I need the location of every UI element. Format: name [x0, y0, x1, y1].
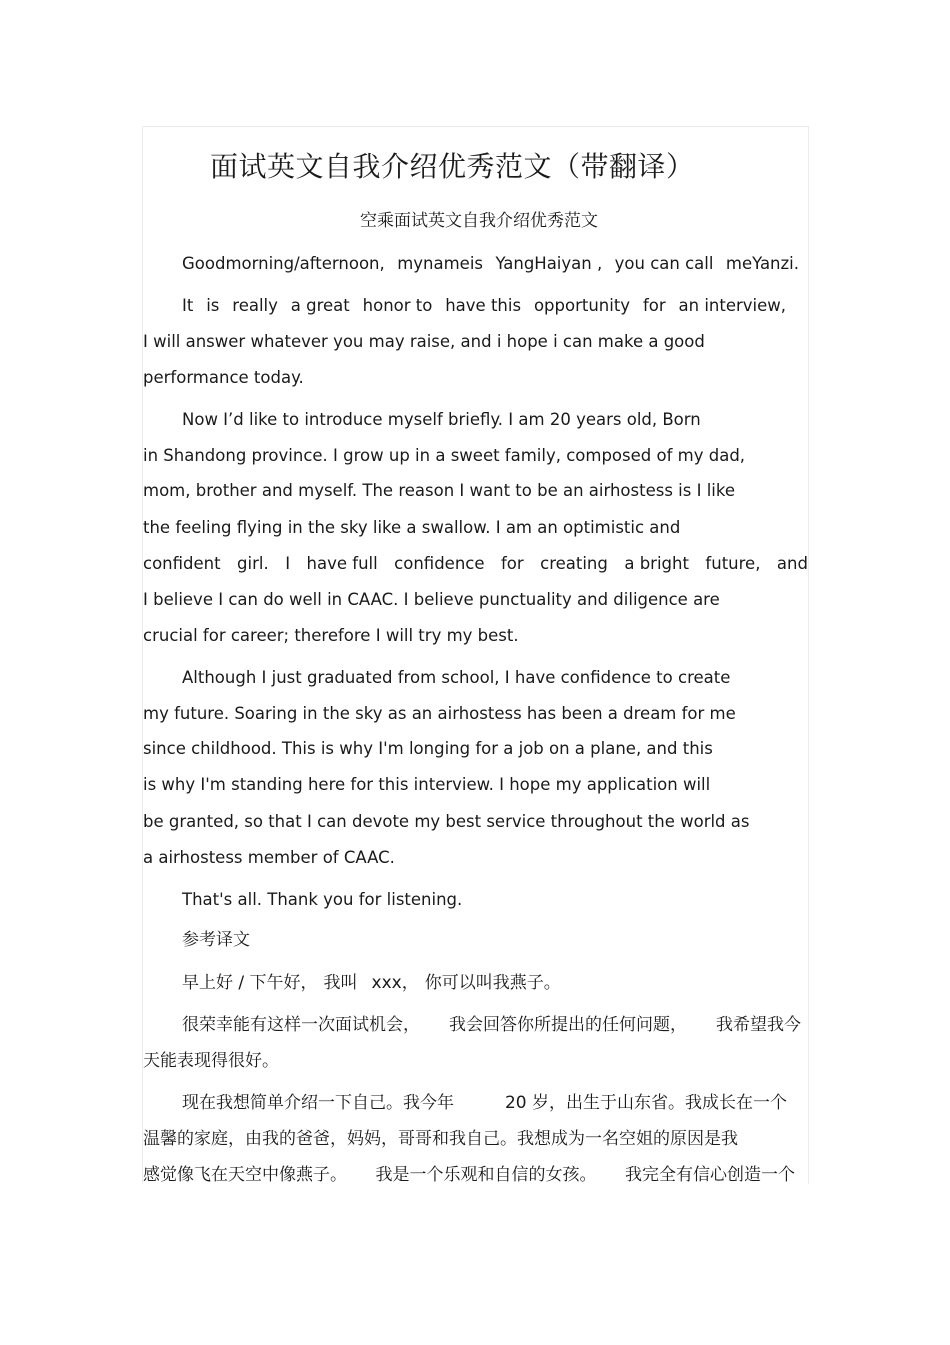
paragraph-line: in Shandong province. I grow up in a sweet family, composed of my dad, — [143, 446, 746, 465]
paragraph-line: the feeling flying in the sky like a swallow. I am an optimistic and — [143, 518, 681, 537]
zh-paragraph-line — [143, 1163, 795, 1187]
paragraph-line: since childhood. This is why I'm longing for a job on a plane, and this — [143, 739, 713, 758]
text-fragment: I — [285, 554, 291, 573]
text-fragment: opportunity — [533, 296, 631, 315]
zh-paragraph-line — [182, 1013, 801, 1037]
text-fragment: 现在我想简单介绍一下自己。我今年 — [182, 1093, 454, 1113]
paragraph-line: mom, brother and myself. The reason I want to be an airhostess is I like — [143, 481, 735, 500]
translation-heading: 参考译文 — [182, 930, 250, 950]
text-fragment: for — [642, 296, 666, 315]
text-fragment: mynameis — [397, 254, 483, 273]
text-fragment: Goodmorning/afternoon, — [182, 254, 385, 273]
text-fragment: 我希望我今 — [716, 1015, 801, 1035]
text-fragment: 感觉像飞在天空中像燕子。 — [143, 1165, 347, 1185]
paragraph-line: is why I'm standing here for this interview. I hope my application will — [143, 775, 711, 794]
document-title: 面试英文自我介绍优秀范文（带翻译） — [210, 150, 695, 183]
closing-line: That's all. Thank you for listening. — [182, 890, 463, 909]
text-fragment: future, — [705, 554, 761, 573]
text-fragment: you can call — [614, 254, 714, 273]
paragraph-line: Although I just graduated from school, I have confidence to create — [182, 668, 731, 687]
zh-paragraph-line — [182, 1091, 787, 1115]
text-fragment: 你可以叫我燕子。 — [424, 973, 561, 993]
text-fragment: have full — [306, 554, 378, 573]
paragraph-line: performance today. — [143, 368, 304, 387]
text-fragment: girl. — [237, 554, 269, 573]
greeting-line — [182, 252, 799, 276]
text-fragment: 20 岁，出生于山东省。我成长在一个 — [504, 1093, 787, 1113]
text-fragment: 我会回答你所提出的任何问题， — [449, 1015, 687, 1035]
text-fragment: YangHaiyan , — [495, 254, 603, 273]
paragraph-line: Now I’d like to introduce myself briefly. I am 20 years old, Born — [182, 410, 701, 429]
text-fragment: honor to — [362, 296, 433, 315]
zh-greeting-line — [182, 971, 561, 995]
text-fragment: 很荣幸能有这样一次面试机会， — [182, 1015, 420, 1035]
text-fragment: have this — [445, 296, 522, 315]
text-fragment: a great — [290, 296, 350, 315]
paragraph-line: I believe I can do well in CAAC. I believe punctuality and diligence are — [143, 590, 720, 609]
text-fragment: 我是一个乐观和自信的女孩。 — [375, 1165, 597, 1185]
text-fragment: xxx， — [371, 973, 419, 993]
text-fragment: 早上好 / 下午好， — [182, 973, 318, 993]
paragraph-line: my future. Soaring in the sky as an airhostess has been a dream for me — [143, 704, 736, 723]
paragraph-line: crucial for career; therefore I will try my best. — [143, 626, 519, 645]
text-fragment: an interview, — [678, 296, 786, 315]
text-fragment: creating — [540, 554, 608, 573]
text-fragment: for — [500, 554, 524, 573]
text-fragment: 我完全有信心创造一个 — [625, 1165, 795, 1185]
text-fragment: confident — [143, 554, 221, 573]
zh-paragraph-line: 温馨的家庭，由我的爸爸，妈妈，哥哥和我自己。我想成为一名空姐的原因是我 — [143, 1129, 738, 1149]
text-fragment: confidence — [394, 554, 485, 573]
paragraph-line — [182, 294, 786, 318]
paragraph-line: I will answer whatever you may raise, and i hope i can make a good — [143, 332, 705, 351]
text-fragment: meYanzi. — [725, 254, 799, 273]
zh-paragraph-line: 天能表现得很好。 — [143, 1051, 279, 1071]
text-fragment: really — [232, 296, 278, 315]
text-fragment: is — [206, 296, 220, 315]
paragraph-line: a airhostess member of CAAC. — [143, 848, 395, 867]
document-subtitle: 空乘面试英文自我介绍优秀范文 — [360, 211, 598, 231]
text-fragment: 我叫 — [323, 973, 358, 993]
text-fragment: and — [776, 554, 808, 573]
paragraph-line — [143, 552, 808, 576]
paragraph-line: be granted, so that I can devote my best service throughout the world as — [143, 812, 750, 831]
text-fragment: It — [182, 296, 194, 315]
text-fragment: a bright — [624, 554, 689, 573]
